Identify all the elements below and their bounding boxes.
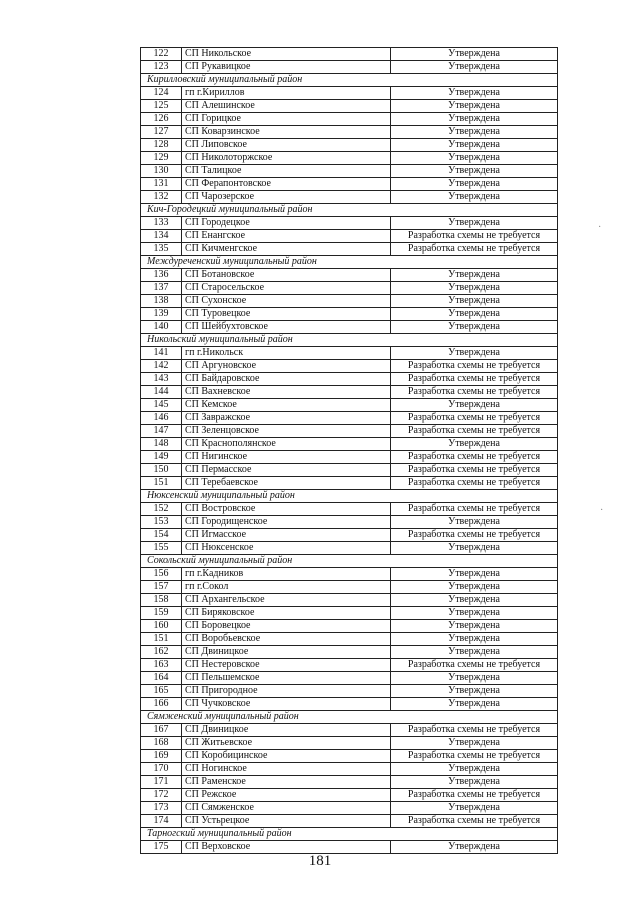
row-number: 132 xyxy=(141,191,182,204)
district-name: Никольский муниципальный район xyxy=(141,334,558,347)
scheme-status: Утверждена xyxy=(391,763,558,776)
scheme-status: Утверждена xyxy=(391,152,558,165)
row-number: 131 xyxy=(141,178,182,191)
scheme-status: Утверждена xyxy=(391,100,558,113)
row-number: 146 xyxy=(141,412,182,425)
row-number: 170 xyxy=(141,763,182,776)
table-row xyxy=(141,724,558,737)
row-number: 129 xyxy=(141,152,182,165)
table-row xyxy=(141,243,558,256)
scheme-status: Разработка схемы не требуется xyxy=(391,815,558,828)
settlement-name: СП Туровецкое xyxy=(182,308,391,321)
scheme-status: Разработка схемы не требуется xyxy=(391,529,558,542)
district-name: Сокольский муниципальный район xyxy=(141,555,558,568)
row-number: 149 xyxy=(141,451,182,464)
row-number: 169 xyxy=(141,750,182,763)
scheme-status: Утверждена xyxy=(391,139,558,152)
scheme-status: Утверждена xyxy=(391,113,558,126)
settlement-name: СП Нестеровское xyxy=(182,659,391,672)
settlement-name: гп г.Кадников xyxy=(182,568,391,581)
table-row xyxy=(141,87,558,100)
scheme-status: Утверждена xyxy=(391,438,558,451)
scheme-status: Разработка схемы не требуется xyxy=(391,464,558,477)
settlement-name: СП Боровецкое xyxy=(182,620,391,633)
scheme-status: Разработка схемы не требуется xyxy=(391,373,558,386)
scheme-status: Разработка схемы не требуется xyxy=(391,451,558,464)
scheme-status: Утверждена xyxy=(391,802,558,815)
table-row xyxy=(141,737,558,750)
table-row xyxy=(141,321,558,334)
district-header-row xyxy=(141,256,558,269)
settlement-name: СП Житьевское xyxy=(182,737,391,750)
page-number: 181 xyxy=(308,853,332,869)
scheme-status: Разработка схемы не требуется xyxy=(391,243,558,256)
table-row xyxy=(141,217,558,230)
scheme-status: Утверждена xyxy=(391,61,558,74)
row-number: 139 xyxy=(141,308,182,321)
settlement-name: СП Городищенское xyxy=(182,516,391,529)
table-row xyxy=(141,594,558,607)
settlement-name: СП Ботановское xyxy=(182,269,391,282)
scan-speck: · xyxy=(598,222,602,233)
row-number: 168 xyxy=(141,737,182,750)
row-number: 148 xyxy=(141,438,182,451)
table-row xyxy=(141,464,558,477)
settlement-name: СП Николоторжское xyxy=(182,152,391,165)
scheme-status: Утверждена xyxy=(391,165,558,178)
scheme-status: Разработка схемы не требуется xyxy=(391,425,558,438)
settlement-name: СП Сухонское xyxy=(182,295,391,308)
row-number: 142 xyxy=(141,360,182,373)
scheme-status: Разработка схемы не требуется xyxy=(391,789,558,802)
settlement-name: СП Верховское xyxy=(182,841,391,854)
table-row xyxy=(141,568,558,581)
scheme-status: Утверждена xyxy=(391,633,558,646)
row-number: 136 xyxy=(141,269,182,282)
settlement-name: СП Теребаевское xyxy=(182,477,391,490)
scheme-status: Разработка схемы не требуется xyxy=(391,412,558,425)
district-header-row xyxy=(141,204,558,217)
district-name: Нюксенский муниципальный район xyxy=(141,490,558,503)
scheme-status: Утверждена xyxy=(391,568,558,581)
district-name: Междуреченский муниципальный район xyxy=(141,256,558,269)
district-header-row xyxy=(141,74,558,87)
row-number: 133 xyxy=(141,217,182,230)
district-name: Кирилловский муниципальный район xyxy=(141,74,558,87)
scheme-status: Утверждена xyxy=(391,594,558,607)
row-number: 126 xyxy=(141,113,182,126)
row-number: 145 xyxy=(141,399,182,412)
settlement-name: СП Ферапонтовское xyxy=(182,178,391,191)
row-number: 167 xyxy=(141,724,182,737)
row-number: 125 xyxy=(141,100,182,113)
district-name: Кич-Городецкий муниципальный район xyxy=(141,204,558,217)
table-row xyxy=(141,61,558,74)
row-number: 159 xyxy=(141,607,182,620)
scheme-status: Утверждена xyxy=(391,542,558,555)
settlement-name: СП Чучковское xyxy=(182,698,391,711)
row-number: 171 xyxy=(141,776,182,789)
row-number: 172 xyxy=(141,789,182,802)
row-number: 156 xyxy=(141,568,182,581)
table-row xyxy=(141,126,558,139)
settlement-name: гп г.Кириллов xyxy=(182,87,391,100)
scheme-status: Утверждена xyxy=(391,685,558,698)
settlement-name: СП Коварзинское xyxy=(182,126,391,139)
table-row xyxy=(141,152,558,165)
table-row xyxy=(141,308,558,321)
table-row xyxy=(141,113,558,126)
scheme-status: Разработка схемы не требуется xyxy=(391,360,558,373)
settlement-name: СП Завражское xyxy=(182,412,391,425)
settlement-name: СП Зеленцовское xyxy=(182,425,391,438)
settlement-name: СП Краснополянское xyxy=(182,438,391,451)
table-row xyxy=(141,373,558,386)
settlement-name: СП Архангельское xyxy=(182,594,391,607)
row-number: 151 xyxy=(141,633,182,646)
row-number: 128 xyxy=(141,139,182,152)
settlement-name: СП Нигинское xyxy=(182,451,391,464)
scheme-status: Утверждена xyxy=(391,620,558,633)
settlement-name: СП Нюксенское xyxy=(182,542,391,555)
scheme-status: Утверждена xyxy=(391,516,558,529)
scheme-status: Утверждена xyxy=(391,282,558,295)
row-number: 152 xyxy=(141,503,182,516)
table-row xyxy=(141,620,558,633)
district-header-row xyxy=(141,334,558,347)
settlement-name: СП Двиницкое xyxy=(182,724,391,737)
scheme-status: Утверждена xyxy=(391,581,558,594)
row-number: 162 xyxy=(141,646,182,659)
table-row xyxy=(141,269,558,282)
scheme-status: Разработка схемы не требуется xyxy=(391,477,558,490)
table-row xyxy=(141,503,558,516)
row-number: 155 xyxy=(141,542,182,555)
table-row xyxy=(141,802,558,815)
row-number: 122 xyxy=(141,48,182,61)
row-number: 141 xyxy=(141,347,182,360)
table-row xyxy=(141,607,558,620)
scheme-status: Утверждена xyxy=(391,48,558,61)
table-row xyxy=(141,295,558,308)
scheme-status: Утверждена xyxy=(391,295,558,308)
table-row xyxy=(141,516,558,529)
settlement-name: СП Алешинское xyxy=(182,100,391,113)
table-row xyxy=(141,451,558,464)
row-number: 158 xyxy=(141,594,182,607)
scheme-status: Утверждена xyxy=(391,308,558,321)
scheme-status: Разработка схемы не требуется xyxy=(391,230,558,243)
row-number: 137 xyxy=(141,282,182,295)
settlement-name: СП Городецкое xyxy=(182,217,391,230)
scheme-status: Утверждена xyxy=(391,841,558,854)
row-number: 135 xyxy=(141,243,182,256)
table-row xyxy=(141,685,558,698)
row-number: 127 xyxy=(141,126,182,139)
row-number: 150 xyxy=(141,464,182,477)
settlements-table-body xyxy=(141,48,558,854)
table-row xyxy=(141,542,558,555)
settlement-name: СП Липовское xyxy=(182,139,391,152)
table-row xyxy=(141,529,558,542)
settlement-name: СП Кемское xyxy=(182,399,391,412)
settlement-name: СП Горицкое xyxy=(182,113,391,126)
scheme-status: Утверждена xyxy=(391,672,558,685)
district-name: Сямженский муниципальный район xyxy=(141,711,558,724)
settlements-table xyxy=(140,47,558,854)
scheme-status: Утверждена xyxy=(391,347,558,360)
table-row xyxy=(141,100,558,113)
row-number: 175 xyxy=(141,841,182,854)
district-header-row xyxy=(141,555,558,568)
row-number: 140 xyxy=(141,321,182,334)
row-number: 144 xyxy=(141,386,182,399)
settlement-name: гп г.Сокол xyxy=(182,581,391,594)
table-row xyxy=(141,412,558,425)
settlement-name: СП Сямженское xyxy=(182,802,391,815)
table-row xyxy=(141,750,558,763)
settlement-name: СП Кичменгское xyxy=(182,243,391,256)
scheme-status: Разработка схемы не требуется xyxy=(391,386,558,399)
district-header-row xyxy=(141,711,558,724)
settlement-name: СП Пельшемское xyxy=(182,672,391,685)
row-number: 164 xyxy=(141,672,182,685)
table-row xyxy=(141,191,558,204)
scheme-status: Утверждена xyxy=(391,178,558,191)
scheme-status: Утверждена xyxy=(391,87,558,100)
settlement-name: СП Устьрецкое xyxy=(182,815,391,828)
district-name: Тарногский муниципальный район xyxy=(141,828,558,841)
row-number: 173 xyxy=(141,802,182,815)
settlement-name: СП Режское xyxy=(182,789,391,802)
settlement-name: СП Пермасское xyxy=(182,464,391,477)
row-number: 157 xyxy=(141,581,182,594)
scheme-status: Разработка схемы не требуется xyxy=(391,503,558,516)
settlement-name: СП Коробицинское xyxy=(182,750,391,763)
table-row xyxy=(141,360,558,373)
scheme-status: Утверждена xyxy=(391,698,558,711)
settlement-name: СП Воробьевское xyxy=(182,633,391,646)
scheme-status: Утверждена xyxy=(391,269,558,282)
row-number: 151 xyxy=(141,477,182,490)
table-row xyxy=(141,581,558,594)
scheme-status: Утверждена xyxy=(391,217,558,230)
settlement-name: СП Старосельское xyxy=(182,282,391,295)
settlement-name: СП Игмасское xyxy=(182,529,391,542)
scheme-status: Разработка схемы не требуется xyxy=(391,659,558,672)
district-header-row xyxy=(141,490,558,503)
row-number: 143 xyxy=(141,373,182,386)
row-number: 147 xyxy=(141,425,182,438)
settlement-name: СП Вахневское xyxy=(182,386,391,399)
table-row xyxy=(141,48,558,61)
table-row xyxy=(141,763,558,776)
table-row xyxy=(141,165,558,178)
row-number: 163 xyxy=(141,659,182,672)
scheme-status: Утверждена xyxy=(391,607,558,620)
table-row xyxy=(141,425,558,438)
row-number: 138 xyxy=(141,295,182,308)
settlement-name: СП Талицкое xyxy=(182,165,391,178)
scheme-status: Утверждена xyxy=(391,646,558,659)
row-number: 124 xyxy=(141,87,182,100)
table-row xyxy=(141,438,558,451)
table-row xyxy=(141,282,558,295)
row-number: 134 xyxy=(141,230,182,243)
settlement-name: СП Двиницкое xyxy=(182,646,391,659)
table-row xyxy=(141,230,558,243)
settlement-name: СП Енангское xyxy=(182,230,391,243)
table-row xyxy=(141,347,558,360)
settlement-name: гп г.Никольск xyxy=(182,347,391,360)
table-row xyxy=(141,698,558,711)
scheme-status: Разработка схемы не требуется xyxy=(391,750,558,763)
scheme-status: Утверждена xyxy=(391,321,558,334)
scheme-status: Разработка схемы не требуется xyxy=(391,724,558,737)
table-row xyxy=(141,776,558,789)
settlement-name: СП Ногинское xyxy=(182,763,391,776)
settlement-name: СП Чарозерское xyxy=(182,191,391,204)
row-number: 160 xyxy=(141,620,182,633)
settlement-name: СП Востровское xyxy=(182,503,391,516)
settlement-name: СП Никольское xyxy=(182,48,391,61)
settlement-name: СП Аргуновское xyxy=(182,360,391,373)
settlement-name: СП Биряковское xyxy=(182,607,391,620)
table-row xyxy=(141,633,558,646)
row-number: 153 xyxy=(141,516,182,529)
table-row xyxy=(141,659,558,672)
scheme-status: Утверждена xyxy=(391,776,558,789)
row-number: 174 xyxy=(141,815,182,828)
table-row xyxy=(141,815,558,828)
settlement-name: СП Раменское xyxy=(182,776,391,789)
table-row xyxy=(141,672,558,685)
row-number: 130 xyxy=(141,165,182,178)
row-number: 165 xyxy=(141,685,182,698)
row-number: 123 xyxy=(141,61,182,74)
table-row xyxy=(141,386,558,399)
scheme-status: Утверждена xyxy=(391,399,558,412)
settlement-name: СП Шейбухтовское xyxy=(182,321,391,334)
scheme-status: Утверждена xyxy=(391,126,558,139)
table-row xyxy=(141,139,558,152)
table-row xyxy=(141,789,558,802)
table-row xyxy=(141,178,558,191)
settlement-name: СП Пригородное xyxy=(182,685,391,698)
district-header-row xyxy=(141,828,558,841)
table-row xyxy=(141,646,558,659)
table-row xyxy=(141,477,558,490)
table-row xyxy=(141,399,558,412)
row-number: 166 xyxy=(141,698,182,711)
scheme-status: Утверждена xyxy=(391,191,558,204)
row-number: 154 xyxy=(141,529,182,542)
scan-speck: · xyxy=(600,505,604,516)
settlement-name: СП Рукавицкое xyxy=(182,61,391,74)
settlement-name: СП Байдаровское xyxy=(182,373,391,386)
scheme-status: Утверждена xyxy=(391,737,558,750)
